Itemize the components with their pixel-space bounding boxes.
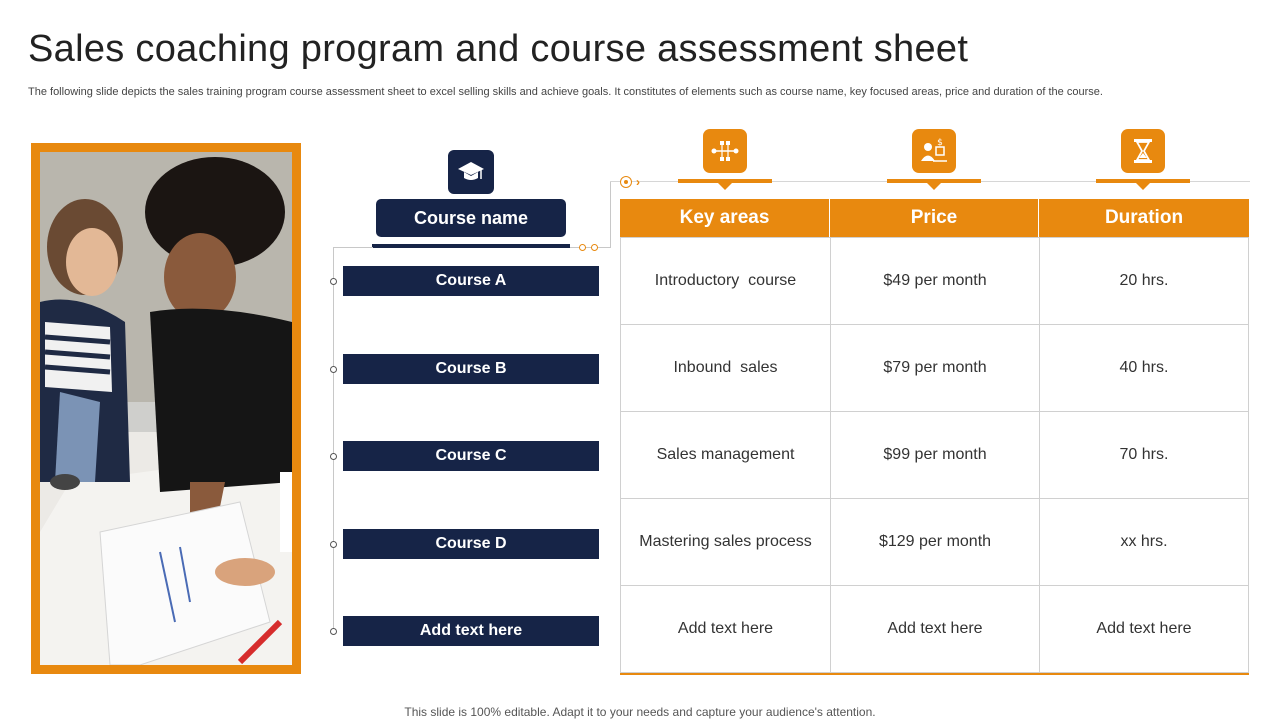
timeline-line bbox=[333, 247, 334, 632]
team-photo bbox=[40, 152, 292, 665]
table-bottom-accent bbox=[620, 673, 1249, 675]
table-cell: $99 per month bbox=[830, 411, 1040, 499]
flowchart-icon bbox=[710, 138, 740, 164]
header-key-areas: Key areas bbox=[620, 199, 830, 237]
table-cell: Add text here bbox=[1039, 585, 1249, 673]
course-item-c: Course C bbox=[343, 441, 599, 471]
table-cell: 40 hrs. bbox=[1039, 324, 1249, 412]
team-working-photo-icon bbox=[40, 152, 292, 665]
price-icon-badge bbox=[912, 129, 956, 173]
photo-frame bbox=[31, 143, 301, 674]
course-item-b: Course B bbox=[343, 354, 599, 384]
slide-title: Sales coaching program and course assessment sheet bbox=[28, 28, 969, 70]
table-cell: Sales management bbox=[620, 411, 831, 499]
presenter-money-icon bbox=[919, 137, 949, 165]
table-cell: 20 hrs. bbox=[1039, 237, 1249, 325]
slide-footer: This slide is 100% editable. Adapt it to your needs and capture your audience's attention. bbox=[404, 705, 876, 719]
chevron-right-icon: › bbox=[636, 175, 640, 189]
table-cell: Add text here bbox=[830, 585, 1040, 673]
assessment-table bbox=[620, 199, 1249, 675]
price-pointer bbox=[927, 183, 941, 190]
svg-text:$: $ bbox=[937, 138, 943, 148]
connector-dot bbox=[579, 244, 586, 251]
timeline-top-connector bbox=[333, 247, 373, 248]
table-cell: Mastering sales process bbox=[620, 498, 831, 586]
table-cell: $129 per month bbox=[830, 498, 1040, 586]
table-cell: Inbound sales bbox=[620, 324, 831, 412]
timeline-dot bbox=[330, 453, 337, 460]
course-header-underline bbox=[372, 244, 570, 248]
course-item-d: Course D bbox=[343, 529, 599, 559]
table-cell: 70 hrs. bbox=[1039, 411, 1249, 499]
timeline-dot bbox=[330, 366, 337, 373]
course-name-header: Course name bbox=[376, 199, 566, 237]
key-areas-pointer bbox=[718, 183, 732, 190]
duration-icon-badge bbox=[1121, 129, 1165, 173]
key-areas-icon-badge bbox=[703, 129, 747, 173]
course-item-a: Course A bbox=[343, 266, 599, 296]
connector-dot bbox=[591, 244, 598, 251]
connector-line bbox=[610, 182, 611, 247]
table-cell: xx hrs. bbox=[1039, 498, 1249, 586]
timeline-dot bbox=[330, 541, 337, 548]
hourglass-icon bbox=[1131, 137, 1155, 165]
table-cell: Introductory course bbox=[620, 237, 831, 325]
graduation-cap-icon bbox=[457, 160, 485, 184]
slide-subtitle: The following slide depicts the sales training program course assessment sheet to excel selling skills and achieve goals. It constitutes of elements such as course name, key focused areas, price and duration of the course. bbox=[28, 86, 1103, 98]
header-duration: Duration bbox=[1039, 199, 1249, 237]
table-cell: Add text here bbox=[620, 585, 831, 673]
graduation-cap-badge bbox=[448, 150, 494, 194]
timeline-dot bbox=[330, 628, 337, 635]
duration-pointer bbox=[1136, 183, 1150, 190]
target-dot-icon bbox=[620, 176, 632, 188]
table-cell: $49 per month bbox=[830, 237, 1040, 325]
timeline-dot bbox=[330, 278, 337, 285]
course-item-placeholder: Add text here bbox=[343, 616, 599, 646]
table-cell: $79 per month bbox=[830, 324, 1040, 412]
header-price: Price bbox=[830, 199, 1039, 237]
